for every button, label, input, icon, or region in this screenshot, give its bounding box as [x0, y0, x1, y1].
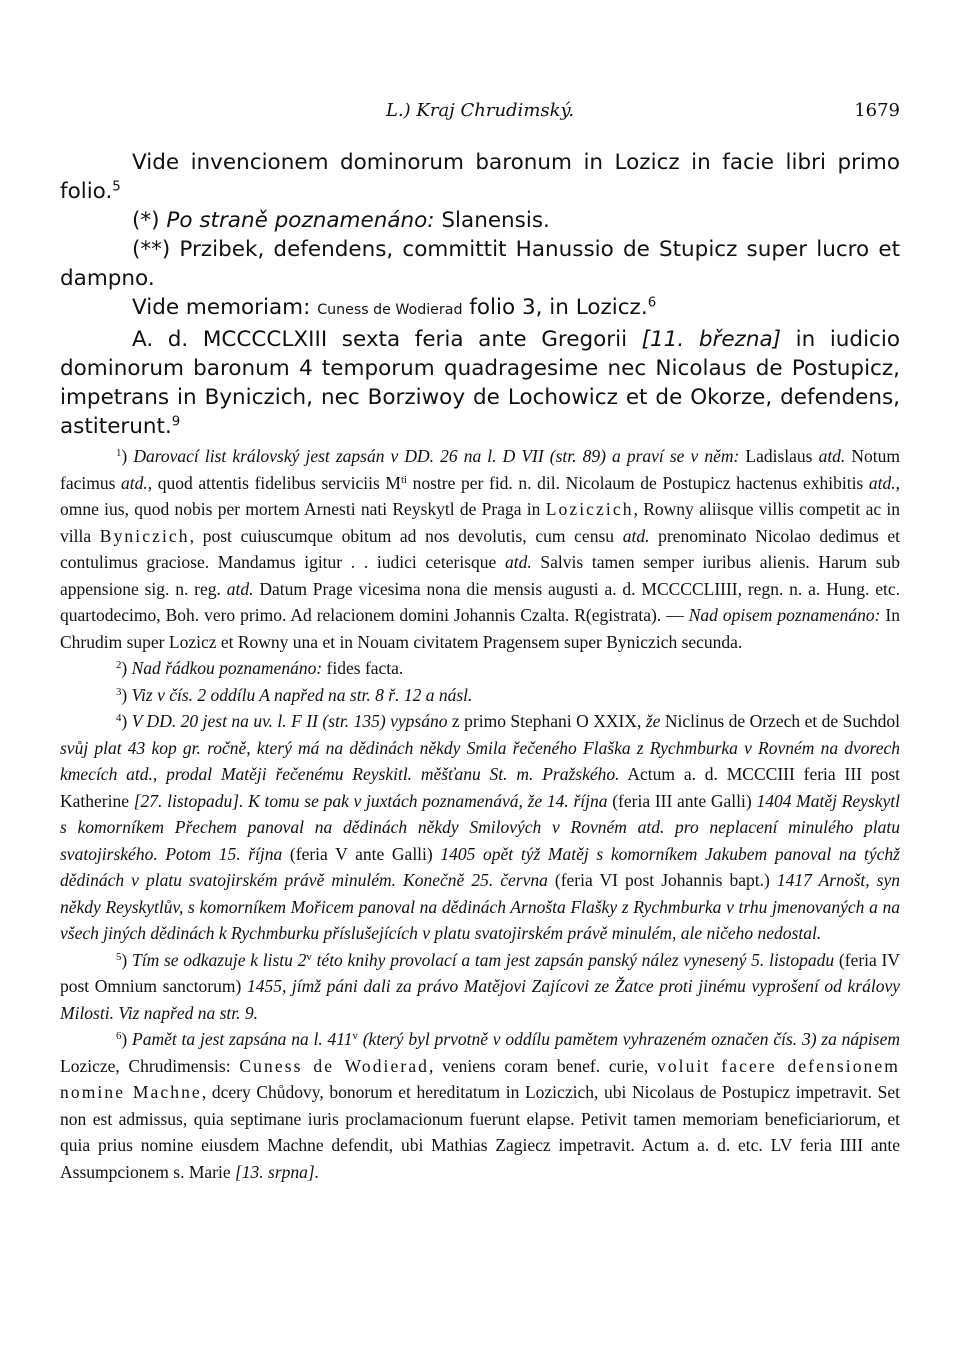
document-page	[60, 94, 900, 1185]
page-header	[60, 94, 900, 128]
footnote-ref-6: 6	[647, 295, 657, 311]
footnote-4: $^4$) V DD. 20 jest na uv. l. F II (str. 135) vypsáno z primo Stephani O XXIX, že Niclinus de Orzech et de Suchdol svůj plat 43 kop gr. ročně, který má na dědinách někdy Smila řečeného Flaška z Rychmburka v Rovném na dvorech kmecích atd., prodal Matěji řečenému Reyskitl. měšťanu St. m. Pražského. Actum a. d. MCCCIII feria III post Katherine [27. listopadu]. K tomu se pak v juxtách poznamenává, že 14. října (feria III ante Galli) 1404 Matěj Reyskytl s komorníkem Přechem panoval na dědinách někdy Smilových v Rovném atd. pro neplacení minulého platu svatojirského. Potom 15. října (feria V ante Galli) 1405 opět týž Matěj s komorníkem Jakubem panoval na týchž dědinách v platu svatojirském právě minulém. Konečně 25. června (feria VI post Johannis bapt.) 1417 Arnošt, syn někdy Reyskytlův, s komorníkem Mořicem panoval na dědinách Arnošta Flašky z Rychmburka v trhu jmenovaných a na všech jiných dědinách k Rychmburku příslušejících v platu svatojirském právě minulém, ale ničeho nedostal.	[60, 711, 901, 943]
running-title: L.) Kraj Chrudimský.	[385, 100, 575, 121]
paragraph-3: (**) Przibek, defendens, committit Hanussio de Stupicz super lucro et dampno.	[60, 237, 900, 291]
paragraph-1: Vide invencionem dominorum baronum in Lozicz in facie libri primo folio.$^5$	[60, 150, 900, 204]
footnote-1: $^1$) Darovací list královský jest zapsán v DD. 26 na l. D VII (str. 89) a praví se v něm: Ladislaus atd. Notum facimus atd., quod attentis fidelibus serviciis $M^{ti}$ nostre per fid. n. dil. Nicolaum de Postupicz hactenus exhibitis atd., omne ius, quod nobis per mortem Arnesti nati Reyskytl de Praga in Loziczich, Rowny aliisque villis competit ac in villa Byniczich, post cuiuscumque obitum ad nos devolutis, cum censu atd. prenominato Nicolao dedimus et contulimus graciose. Mandamus igitur . . iudici ceterisque atd. Salvis tamen semper iuribus alienis. Harum sub appensione sig. n. reg. atd. Datum Prage vicesima nona die mensis augusti a. d. MCCCCLIIII, regn. n. a. Hung. etc. quartodecimo, Boh. vero primo. Ad relacionem domini Johannis Czalta. R(egistrata). — Nad opisem poznamenáno: In Chrudim super Lozicz et Rowny una et in Nouam civitatem Pragensem super Byniczich secunda.	[60, 446, 901, 652]
main-text	[60, 148, 900, 441]
footnote-ref-9: 9	[171, 414, 181, 430]
footnote-3: $^3$) Viz v čís. 2 oddílu A napřed na str. 8 ř. 12 a násl.	[116, 684, 473, 705]
paragraph-4: Vide memoriam: Cuness de Wodierad folio 3, in Lozicz.$^6$	[132, 295, 657, 320]
footnote-6: $^6$) Pamět ta jest zapsána na l. 411$^v$ (který byl prvotně v oddílu pamětem vyhrazeném označen čís. 3) za nápisem Lozicze, Chrudimensis: Cuness de Wodierad, veniens coram benef. curie, voluit facere defensionem nomine Machne, dcery Chůdovy, bonorum et hereditatum in Loziczich, ubi Nicolaus de Postupicz impetravit. Set non est admissus, quia septimane iuris proclamacionum fuerunt elapse. Petivit tamen memoriam beneficiariorum, et quia prius nomine eiusdem Machne defendit, ubi Mathias Zagiecz impetravit. Actum a. d. etc. LV feria IIII ante Assumpcionem s. Marie [13. srpna].	[60, 1029, 900, 1182]
footnotes	[60, 443, 900, 1185]
paragraph-2: (*) Po straně poznamenáno: Slanensis.	[132, 208, 550, 233]
footnote-ref-5: 5	[112, 179, 121, 195]
paragraph-5: A. d. MCCCCLXIII sexta feria ante Gregorii [11. března] in iudicio dominorum baronum 4 temporum quadragesime nec Nicolaus de Postupicz, impetrans in Byniczich, nec Borziwoy de Lochowicz et de Okorze, defendens, astiterunt.$^9$	[60, 327, 901, 439]
footnote-5: $^5$) Tím se odkazuje k listu 2$^v$ této knihy provolací a tam jest zapsán panský nález vynesený 5. listopadu (feria IV post Omnium sanctorum) 1455, jímž páni dali za právo Matějovi Zajícovi ze Žatce proti jinému vyprošení od královy Milosti. Viz napřed na str. 9.	[60, 949, 901, 1023]
page-number: 1679	[854, 100, 900, 121]
footnote-2: $^2$) Nad řádkou poznamenáno: fides facta.	[116, 658, 404, 678]
